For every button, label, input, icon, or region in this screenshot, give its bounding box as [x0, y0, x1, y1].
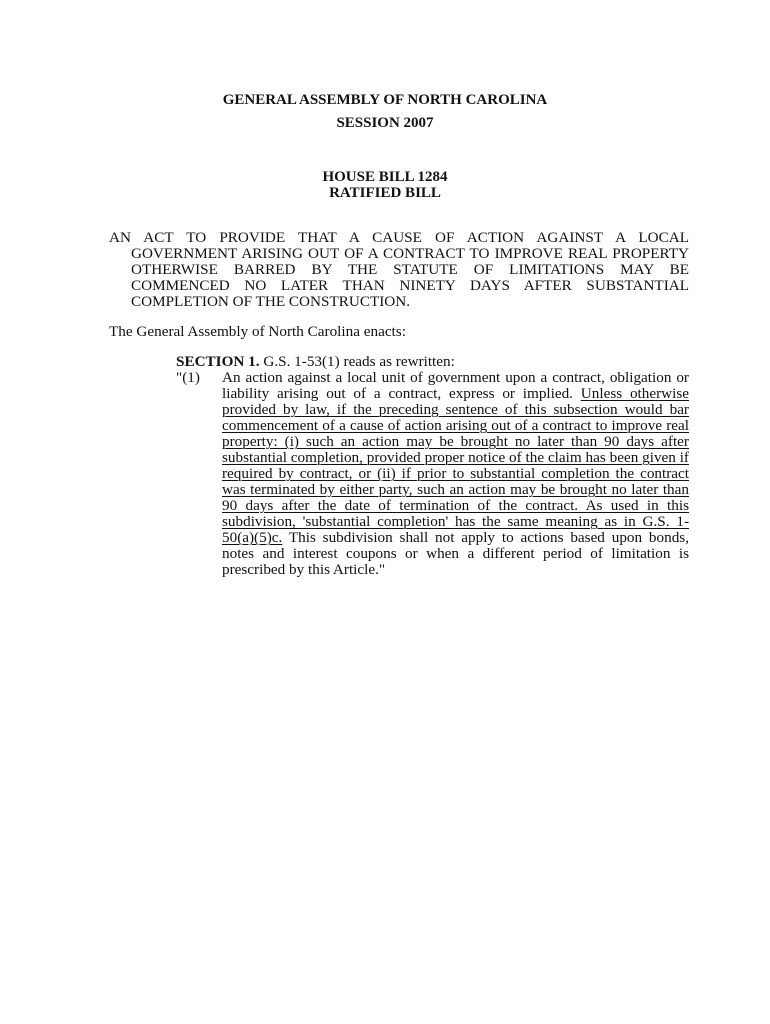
existing-text: An action against a local unit of government upon a contract, obligation or liability arising out of a contract, express or implied.	[222, 369, 689, 402]
subdivision-text	[222, 370, 689, 578]
section-label: SECTION 1.	[176, 353, 260, 370]
section-intro: G.S. 1-53(1) reads as rewritten:	[259, 353, 455, 370]
existing-text-end: This subdivision shall not apply to actions based upon bonds, notes and interest coupons or when a different period of limitation is prescribed by this Article."	[222, 529, 690, 578]
bill-number: HOUSE BILL 1284	[322, 169, 448, 185]
session-heading: SESSION 2007	[336, 115, 434, 131]
subdivision-marker: "(1)	[176, 369, 200, 386]
section-heading	[176, 354, 455, 370]
enacting-clause: The General Assembly of North Carolina enacts:	[109, 323, 406, 340]
bill-status: RATIFIED BILL	[329, 185, 441, 201]
assembly-heading: GENERAL ASSEMBLY OF NORTH CAROLINA	[222, 92, 548, 108]
inserted-text: Unless otherwise provided by law, if the preceding sentence of this subsection would bar commencement of a cause of action arising out of a contract to improve real property: (i) such an action may be brought no later than 90 days after substantial completion, provided proper notice of the claim has been given if required by contract, or (ii) if prior to substantial completion the contract was terminated by either party, such an action may be brought no later than 90 days after the date of termination of the contract. As used in this subdivision, 'substantial completion' has the same meaning as in G.S. 1-50(a)(5)c.	[222, 385, 689, 546]
act-title: AN ACT TO PROVIDE THAT A CAUSE OF ACTION AGAINST A LOCAL GOVERNMENT ARISING OUT OF A CONTRACT TO IMPROVE REAL PROPERTY OTHERWISE BARRED BY THE STATUTE OF LIMITATIONS MAY BE COMMENCED NO LATER THAN NINETY DAYS AFTER SUBSTANTIAL COMPLETION OF THE CONSTRUCTION.	[109, 229, 689, 310]
